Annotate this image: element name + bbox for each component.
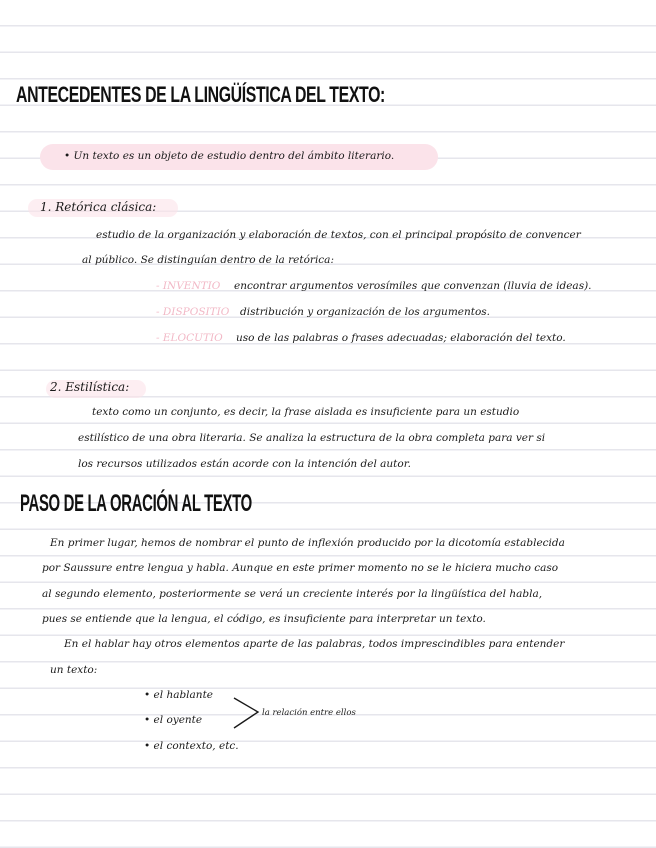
retorica-part-label-elocutio: - ELOCUTIO [156,332,223,344]
section-title-antecedentes: ANTECEDENTES DE LA LINGÜÍSTICA DEL TEXTO: [16,82,385,107]
relation-brace-icon [232,696,262,730]
paso-line-4: pues se entiende que la lengua, el código, es insuficiente para interpretar un texto. [42,613,486,625]
retorica-line-1: estudio de la organización y elaboración de textos, con el principal propósito de convencer [96,229,581,241]
paso-line-2: por Saussure entre lengua y habla. Aunque en este primer momento no se le hiciera mucho caso [42,562,559,574]
retorica-part-text-elocutio: uso de las palabras o frases adecuadas; elaboración del texto. [236,332,566,344]
paso-line-3: al segundo elemento, posteriormente se verá un creciente interés por la lingüística del habla, [42,588,543,600]
heading-estilistica: 2. Estilística: [50,380,130,394]
retorica-line-2: al público. Se distinguían dentro de la retórica: [82,254,334,266]
definition-text: • Un texto es un objeto de estudio dentro del ámbito literario. [64,150,395,162]
estilistica-line-1: texto como un conjunto, es decir, la frase aislada es insuficiente para un estudio [92,406,520,418]
element-hablante: • el hablante [144,689,213,701]
paso-line-5: En el hablar hay otros elementos aparte de las palabras, todos imprescindibles para entender [64,638,565,650]
retorica-part-label-dispositio: - DISPOSITIO [156,306,230,318]
retorica-part-label-inventio: - INVENTIO [156,280,221,292]
element-oyente: • el oyente [144,714,203,726]
paso-line-1: En primer lugar, hemos de nombrar el punto de inflexión producido por la dicotomía establecida [50,537,565,549]
retorica-part-text-dispositio: distribución y organización de los argumentos. [240,306,491,318]
estilistica-line-3: los recursos utilizados están acorde con la intención del autor. [78,458,411,470]
retorica-part-text-inventio: encontrar argumentos verosímiles que convenzan (lluvia de ideas). [234,280,592,292]
relation-note: la relación entre ellos [262,708,356,718]
element-contexto: • el contexto, etc. [144,740,239,752]
section-title-paso-oracion-texto: PASO DE LA ORACIÓN AL TEXTO [20,490,252,517]
heading-retorica-clasica: 1. Retórica clásica: [40,200,157,214]
paso-line-6: un texto: [50,664,98,676]
estilistica-line-2: estilístico de una obra literaria. Se analiza la estructura de la obra completa para ver si [78,432,546,444]
